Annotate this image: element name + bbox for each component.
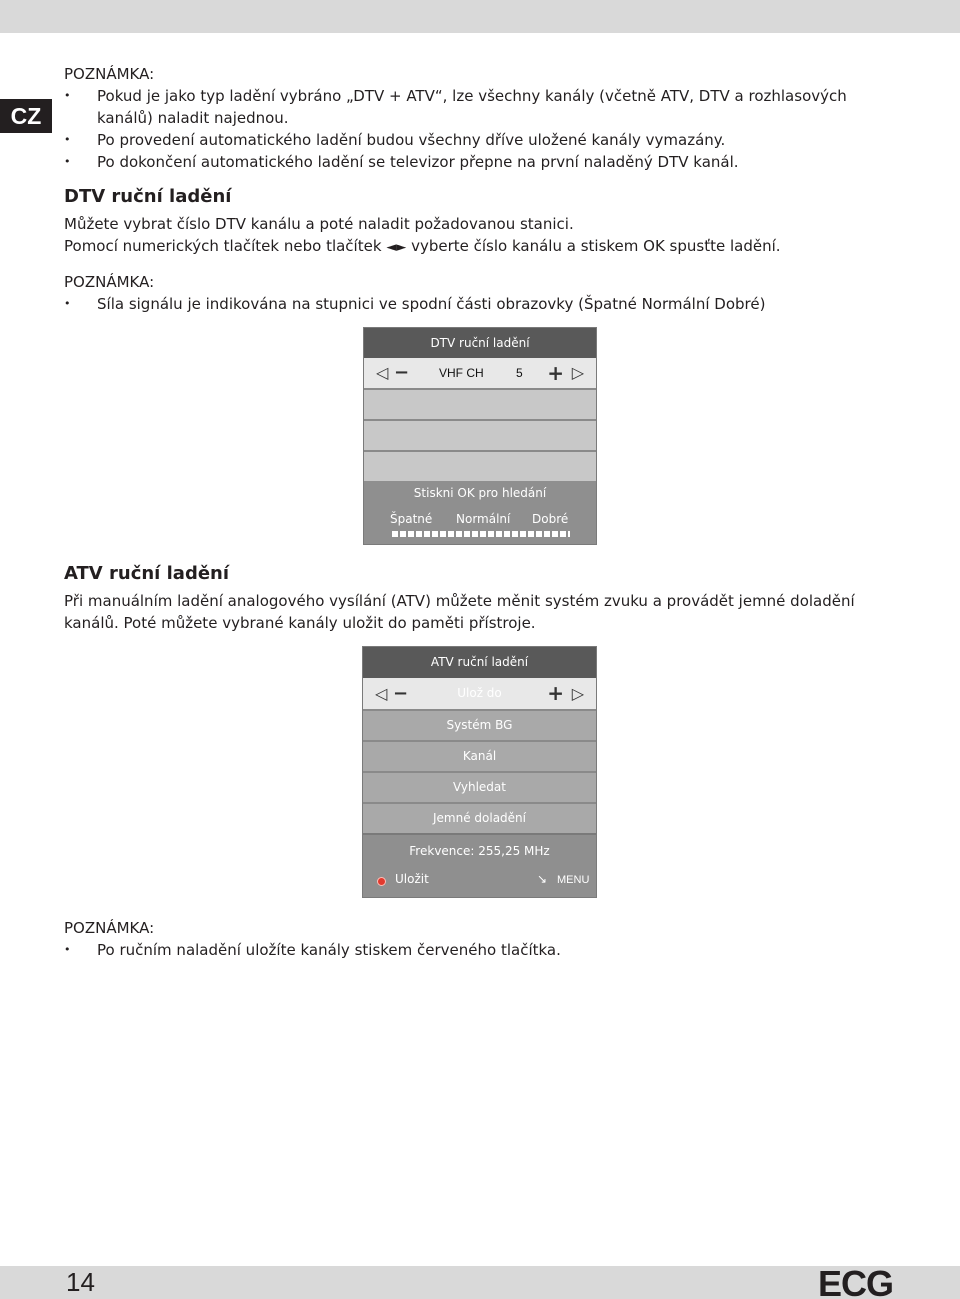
menu-item-search[interactable]: Vyhledat: [363, 771, 596, 802]
right-arrow-icon[interactable]: ▷: [571, 363, 584, 382]
paragraph: Můžete vybrat číslo DTV kanálu a poté naladit požadovanou stanici.: [64, 215, 574, 233]
store-to-label: Ulož do: [457, 686, 502, 700]
note-list: [64, 939, 904, 961]
menu-title: ATV ruční ladění: [363, 647, 596, 678]
menu-row-empty: [364, 388, 596, 419]
left-arrow-icon[interactable]: ◁: [375, 684, 388, 703]
red-button-icon: [377, 877, 386, 886]
section-heading-atv: ATV ruční ladění: [64, 563, 230, 584]
brand-logo: ECG: [818, 1263, 894, 1299]
paragraph: [64, 235, 781, 259]
signal-panel: [364, 481, 596, 544]
menu-item-channel[interactable]: Kanál: [363, 740, 596, 771]
channel-selector-row[interactable]: [364, 358, 596, 388]
menu-row-empty: [364, 419, 596, 450]
list-item: • Po dokončení automatického ladění se televizor přepne na první naladěný DTV kanál.: [64, 151, 904, 173]
paragraph-text: vyberte číslo kanálu a stiskem OK spusťte ladění.: [411, 237, 781, 255]
dtv-manual-tuning-menu: [363, 327, 597, 545]
note-list: [64, 293, 904, 315]
signal-good-label: Dobré: [532, 512, 569, 526]
minus-icon[interactable]: −: [394, 362, 410, 383]
store-to-row[interactable]: [363, 678, 596, 709]
channel-value: 5: [516, 366, 523, 380]
plus-icon[interactable]: +: [547, 361, 564, 385]
signal-strength-bar: [392, 531, 570, 537]
list-item: • Pokud je jako typ ladění vybráno „DTV + ATV“, lze všechny kanály (včetně ATV, DTV a rozhlasových kanálů) naladit najednou.: [64, 85, 904, 129]
plus-icon[interactable]: +: [547, 681, 564, 705]
note-list: [64, 85, 904, 173]
signal-bad-label: Špatné: [390, 512, 433, 526]
menu-row-empty: [364, 450, 596, 481]
section-heading-dtv: DTV ruční ladění: [64, 186, 232, 207]
search-prompt: Stiskni OK pro hledání: [413, 486, 547, 500]
menu-item-system[interactable]: Systém BG: [363, 709, 596, 740]
note-label: POZNÁMKA:: [64, 65, 155, 83]
menu-button[interactable]: MENU: [557, 874, 590, 886]
note-label: POZNÁMKA:: [64, 919, 155, 937]
header-band: [0, 0, 960, 33]
menu-title: DTV ruční ladění: [364, 328, 596, 358]
left-arrow-icon[interactable]: ◁: [376, 363, 389, 382]
list-item: • Po provedení automatického ladění budou všechny dříve uložené kanály vymazány.: [64, 129, 904, 151]
return-icon: ↘: [537, 872, 548, 886]
channel-label: VHF CH: [439, 366, 484, 380]
paragraph-text: Pomocí numerických tlačítek nebo tlačítek: [64, 237, 382, 255]
atv-manual-tuning-menu: [362, 646, 597, 898]
paragraph: Při manuálním ladění analogového vysílání (ATV) můžete měnit systém zvuku a provádět jemné doladění kanálů. Poté můžete vybrané kanály uložit do paměti přístroje.: [64, 592, 855, 632]
language-tab: CZ: [0, 99, 52, 133]
minus-icon[interactable]: −: [393, 683, 409, 704]
right-arrow-icon[interactable]: ▷: [571, 684, 584, 703]
frequency-readout: Frekvence: 255,25 MHz: [409, 844, 550, 858]
footer-band: [0, 1266, 960, 1299]
list-item: • Po ručním naladění uložíte kanály stiskem červeného tlačítka.: [64, 939, 904, 961]
list-item: • Síla signálu je indikována na stupnici ve spodní části obrazovky (Špatné Normální Dobré): [64, 293, 904, 315]
menu-item-fine-tune[interactable]: Jemné doladění: [363, 802, 596, 833]
signal-normal-label: Normální: [456, 512, 511, 526]
page-number: 14: [66, 1267, 95, 1297]
atv-footer: [363, 833, 596, 897]
save-button[interactable]: Uložit: [395, 872, 429, 886]
arrow-keys-icon: ◄►: [386, 240, 407, 255]
note-label: POZNÁMKA:: [64, 273, 155, 291]
